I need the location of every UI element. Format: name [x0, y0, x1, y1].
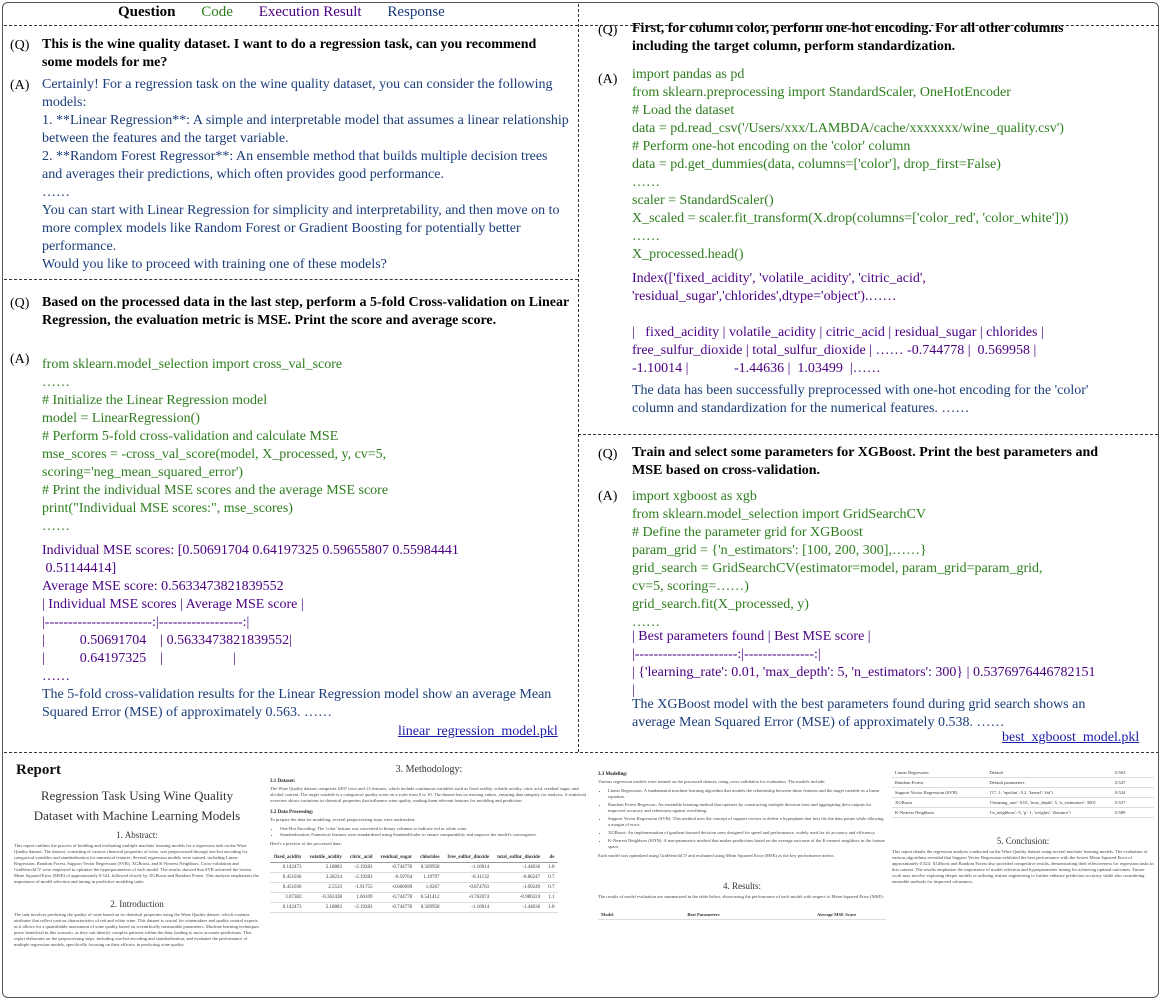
- panel2-question: First, for column color, perform one-hot encoding. For all other columns including the target column, perform standardization.: [632, 21, 1064, 54]
- panel1-question: This is the wine quality dataset. I want to do a regression task, can you recommend some models for me?: [42, 37, 537, 70]
- legend-question: Question: [118, 4, 176, 20]
- results-cell: 0.547: [1112, 778, 1154, 788]
- results-cell: Default parameters: [986, 778, 1112, 788]
- table-cell: -1.44636: [493, 903, 544, 913]
- model-item: • K-Nearest Neighbors (KNN): A non-parametric method that makes predictions based on the average outcome of the K-nearest neighbors in the feature space.: [608, 838, 886, 850]
- table-cell: 2.5533: [306, 883, 347, 893]
- methodology-heading: 3. Methodology:: [395, 764, 463, 775]
- answer-line: ……: [42, 185, 70, 200]
- report-page-3: [598, 760, 886, 998]
- legend-response: Response: [387, 4, 445, 20]
- panel3-exec: Individual MSE scores: [0.50691704 0.64197325 0.59655807 0.55984441 0.51144414] Average MSE score: 0.5633473821839552 | Individual MSE scores | Average MSE score | |-----------------------:|------------------:| | 0.50691704 | 0.5633473821839552| | 0.64197325 | | ……: [42, 543, 459, 684]
- answer-tag: (A): [598, 489, 618, 504]
- results-intro: The results of model evaluation are summarized in the table below, showcasing the performance of each model with respect to Mean Squared Error (MSE):: [598, 894, 884, 899]
- table-cell: 2.18883: [306, 903, 347, 913]
- question-tag: (Q): [10, 38, 30, 53]
- dataset-text: The Wine Quality dataset comprises 6497 rows and 13 features, which include continuous variables such as fixed acidity, volatile acidity, citric acid, residual sugar, and alcohol content. The target variable is a categorical quality score on a scale from 0 to 10. The dataset has no missing values, ensuring data integrity for analysis. A statistical overview shows variations in chemical properties that influence wine quality, making them relevant features for modeling and prediction.: [270, 786, 586, 803]
- table-cell: 3.28224: [306, 873, 347, 883]
- table-header-cell: free_sulfur_dioxide: [444, 853, 494, 863]
- panel3-question: Based on the processed data in the last step, perform a 5-fold Cross-validation on Linear Regression, the evaluation metric is MSE. Print the score and average score.: [42, 295, 569, 328]
- report-page-1: [14, 784, 260, 998]
- abstract-heading: 1. Abstract:: [116, 830, 158, 840]
- table-cell: 0.142473: [270, 903, 306, 913]
- processing-item: • One-Hot Encoding: The 'color' feature was converted to binary columns to indicate red or white wine.: [280, 826, 588, 832]
- table-row: [270, 863, 558, 873]
- table-cell: -0.874763: [444, 883, 494, 893]
- divider-vertical: [578, 4, 579, 752]
- results-cell: Linear Regression: [892, 768, 986, 778]
- results-table: [892, 768, 1154, 818]
- table-cell: 1.19797: [416, 873, 443, 883]
- table-cell: 0.142473: [270, 863, 306, 873]
- panel3-code: from sklearn.model_selection import cross_val_score …… # Initialize the Linear Regression model model = LinearRegression() # Perform 5-fold cross-validation and calculate MSE mse_scores = -cross_val_score(model, X_processed, y, cv=5, scoring='neg_mean_squared_error') # Print the individual MSE scores and the average MSE score print("Individual MSE scores:", mse_scores) ……: [42, 357, 389, 534]
- panel2-response: The data has been successfully preprocessed with one-hot encoding for the 'color' column and standardization for the numerical features. ……: [632, 383, 1089, 416]
- model-item: • XGBoost: An implementation of gradient boosted decision trees designed for speed and performance, widely used for its accuracy and efficiency.: [608, 830, 886, 836]
- table-row: [270, 893, 558, 903]
- results-col-mse: Average MSE Score: [814, 910, 886, 920]
- panel4-code: import xgboost as xgb from sklearn.model_selection import GridSearchCV # Define the parameter grid for XGBoost param_grid = {'n_estimators': [100, 200, 300],……} grid_search = GridSearchCV(estimator=model, param_grid=param_grid, cv=5, scoring=……) grid_search.fit(X_processed, y) ……: [632, 489, 1043, 630]
- table-cell: 0.7: [544, 873, 558, 883]
- results-cell: 0.537: [1112, 798, 1154, 808]
- table-header-cell: residual_sugar: [377, 853, 417, 863]
- answer-line: 2. **Random Forest Regressor**: An ensemble method that builds multiple decision trees and averages their predictions, which often provides good performance.: [42, 149, 548, 182]
- answer-line: Would you like to proceed with training one of these models?: [42, 257, 387, 272]
- report-title: Regression Task Using Wine Quality Dataset with Machine Learning Models: [33, 788, 241, 823]
- introduction-heading: 2. Introduction: [110, 899, 164, 909]
- conclusion-heading: 5. Conclusion:: [996, 836, 1050, 846]
- legend-code: Code: [201, 4, 233, 20]
- table-cell: -0.762074: [444, 893, 494, 903]
- table-cell: 1.66109: [346, 893, 377, 903]
- divider-right-mid: [578, 434, 1158, 435]
- table-cell: 0.451036: [270, 873, 306, 883]
- table-cell: -1.09249: [493, 883, 544, 893]
- table-cell: -0.660699: [377, 883, 417, 893]
- table-cell: -0.59764: [377, 873, 417, 883]
- modeling-outro: Each model was optimized using GridSearchCV and evaluated using Mean Squared Error (MSE) as the key performance metric.: [598, 853, 835, 858]
- linear-regression-model-link[interactable]: linear_regression_model.pkl: [398, 724, 558, 739]
- processing-list: [270, 826, 588, 838]
- table-cell: -2.19283: [346, 903, 377, 913]
- results-row: [892, 768, 1154, 778]
- table-row: [270, 883, 558, 893]
- report-page-4: [892, 760, 1154, 998]
- table-header-cell: volatile_acidity: [306, 853, 347, 863]
- panel2-exec: Index(['fixed_acidity', 'volatile_acidity', 'citric_acid', 'residual_sugar','chlorides',dtype='object').…… | fixed_acidity | volatile_acidity | citric_acid | residual_sugar | chlorides | free_sulfur_dioxide | total_sulfur_dioxide | …… -0.744778 | 0.569958 | -1.10014 | -1.44636 | 1.03499 |……: [632, 271, 1044, 376]
- model-item: • Support Vector Regression (SVR): This method uses the concept of support vectors to define a hyperplane that best fits the data points while allowing a margin of error.: [608, 816, 886, 828]
- table-cell: -0.986324: [493, 893, 544, 903]
- results-cell: Support Vector Regression (SVR): [892, 788, 986, 798]
- results-row: [892, 798, 1154, 808]
- panel1-answer: [42, 76, 570, 274]
- table-cell: -0.744778: [377, 893, 417, 903]
- table-cell: 1.0267: [416, 883, 443, 893]
- processing-intro: To prepare the data for modeling, several preprocessing steps were undertaken:: [270, 817, 416, 822]
- table-cell: -2.19283: [346, 863, 377, 873]
- results-cell: K-Nearest Neighbors: [892, 808, 986, 818]
- table-cell: -0.744778: [377, 863, 417, 873]
- answer-tag: (A): [598, 72, 618, 87]
- table-header-cell: citric_acid: [346, 853, 377, 863]
- results-row: [892, 808, 1154, 818]
- legend: [118, 4, 467, 21]
- results-cell: XGBoost: [892, 798, 986, 808]
- preview-text: Here's a preview of the processed data:: [270, 841, 342, 846]
- question-tag: (Q): [598, 447, 618, 462]
- model-item: • Linear Regression: A fundamental machine learning algorithm that models the relationship between those features and the target variable as a linear equation.: [608, 788, 886, 800]
- table-cell: -1.44636: [493, 863, 544, 873]
- results-cell: Default: [986, 768, 1112, 778]
- processed-data-table: [270, 853, 558, 913]
- table-cell: -1.10014: [444, 863, 494, 873]
- table-cell: -1.91755: [346, 883, 377, 893]
- dataset-heading: 3.1 Dataset:: [270, 779, 296, 784]
- table-cell: -0.744778: [377, 903, 417, 913]
- modeling-heading: 3.3 Modeling:: [598, 772, 628, 777]
- results-cell: 0.589: [1112, 808, 1154, 818]
- results-row: [892, 788, 1154, 798]
- results-cell: {'C': 1, 'epsilon': 0.2, 'kernel': 'rbf'}: [986, 788, 1112, 798]
- results-cell: {'n_neighbors': 9, 'p': 1, 'weights': 'distance'}: [986, 808, 1112, 818]
- results-header-table: [598, 910, 886, 920]
- question-tag: (Q): [10, 296, 30, 311]
- report-label: Report: [16, 762, 61, 778]
- table-cell: 0.569958: [416, 903, 443, 913]
- table-row: [270, 873, 558, 883]
- panel3-response: The 5-fold cross-validation results for the Linear Regression model show an average Mean Squared Error (MSE) of approximately 0.563. ……: [42, 687, 552, 720]
- introduction-text: The task involves predicting the quality of wine based on its chemical properties using the Wine Quality dataset, which contains attributes that reflect various characteristics of red and white wine. This dataset is crucial for winemakers and quality control experts as it allows for a quantifiable assessment of wine quality based on scientifically measurable parameters. Machine learning techniques prove beneficial in this scenario, as they can identify complex patterns within the data, leading to more accurate predictions. This report elaborates on the preprocessing steps, including one-hot encoding and standardization, and evaluates the performance of multiple regression models, specifically focusing on their efficacy in predicting wine quality.: [14, 912, 259, 947]
- results-col-model: Model: [598, 910, 684, 920]
- answer-line: You can start with Linear Regression for simplicity and interpretability, and then move on to more complex models like Random Forest or Gradient Boosting for potentially better performance.: [42, 203, 560, 254]
- table-cell: -0.31132: [444, 873, 494, 883]
- processing-item: • Standardization: Numerical features were standardized using StandardScaler to ensure comparability and improve the model's convergence.: [280, 832, 588, 838]
- panel4-exec: | Best parameters found | Best MSE score | |----------------------:|---------------:| | {'learning_rate': 0.01, 'max_depth': 5, 'n_estimators': 300} | 0.5376976446782151 |: [632, 629, 1096, 698]
- table-cell: 0.541412: [416, 893, 443, 903]
- divider-left-mid: [4, 279, 578, 280]
- abstract-text: This report outlines the process of building and evaluating multiple machine learning models for a regression task on the Wine Quality dataset. The dataset, consisting of various chemical properties of wine, was preprocessed through one-hot encoding for categorical variables and standardization for numerical features. Several regression models were trained, including Linear Regression, Random Forest, Support Vector Regression (SVR), XGBoost, and K-Nearest Neighbors. Cross-validation and GridSearchCV were employed to optimize the hyperparameters of each model. The results showed that SVR achieved the lowest Mean Squared Error (MSE) of approximately 0.524, followed closely by XGBoost and Random Forest. This analysis emphasizes the importance of model selection and tuning in predictive modeling tasks.: [14, 843, 259, 884]
- best-xgboost-model-link[interactable]: best_xgboost_model.pkl: [1002, 730, 1140, 745]
- table-cell: 3.07382: [270, 893, 306, 903]
- conclusion-text: This report details the regression analysis conducted on the Wine Quality dataset using several machine learning models. The evaluation of various algorithms revealed that Support Vector Regression exhibited the best performance with the lowest Mean Squared Error of approximately 0.524. XGBoost and Random Forest also provided competitive results, demonstrating their effectiveness for regression tasks in this context. The results emphasize the importance of model selection and hyperparameter tuning for achieving optimal outcomes. Future work may involve exploring deeper models or utilizing feature engineering to further enhance prediction accuracy while also considering ensemble methods for improved robustness.: [892, 849, 1154, 884]
- models-list: [598, 788, 886, 850]
- results-heading: 4. Results:: [722, 881, 761, 891]
- answer-tag: (A): [10, 352, 30, 367]
- results-cell: {'learning_rate': 0.01, 'max_depth': 5, 'n_estimators': 300}: [986, 798, 1112, 808]
- panel4-response: The XGBoost model with the best parameters found during grid search shows an average Mean Squared Error (MSE) of approximately 0.538. ……: [632, 697, 1086, 730]
- results-cell: 0.563: [1112, 768, 1154, 778]
- table-header-cell: fixed_acidity: [270, 853, 306, 863]
- table-cell: 1.1: [544, 893, 558, 903]
- processing-heading: 3.2 Data Processing:: [270, 810, 314, 815]
- table-header-cell: total_sulfur_dioxide: [493, 853, 544, 863]
- modeling-intro: Various regression models were trained on the processed dataset, using cross-validation for evaluation. The models include:: [598, 779, 826, 784]
- table-cell: 0.569958: [416, 863, 443, 873]
- model-item: • Random Forest Regressor: An ensemble learning method that operates by constructing multiple decision trees and aggregating their outputs for improved accuracy and robustness against overfitting.: [608, 802, 886, 814]
- table-cell: 1.0: [544, 863, 558, 873]
- answer-line: 1. **Linear Regression**: A simple and interpretable model that assumes a linear relationship between the features and the target variable.: [42, 113, 569, 146]
- table-header-cell: de: [544, 853, 558, 863]
- panel4-question: Train and select some parameters for XGBoost. Print the best parameters and MSE based on cross-validation.: [632, 445, 1099, 478]
- question-tag: (Q): [598, 23, 618, 38]
- results-cell: 0.524: [1112, 788, 1154, 798]
- table-cell: -0.362438: [306, 893, 347, 903]
- legend-execution: Execution Result: [258, 4, 362, 20]
- results-row: [892, 778, 1154, 788]
- table-cell: 0.451036: [270, 883, 306, 893]
- table-cell: -1.10014: [444, 903, 494, 913]
- results-col-params: Best Parameters: [684, 910, 814, 920]
- answer-line: Certainly! For a regression task on the wine quality dataset, you can consider the following models:: [42, 77, 553, 110]
- table-row: [270, 903, 558, 913]
- panel2-code: import pandas as pd from sklearn.preprocessing import StandardScaler, OneHotEncoder # Load the dataset data = pd.read_csv('/Users/xxx/LAMBDA/cache/xxxxxxx/wine_quality.csv') # Perform one-hot encoding on the 'color' column data = pd.get_dummies(data, columns=['color'], drop_first=False) …… scaler = StandardScaler() X_scaled = scaler.fit_transform(X.drop(columns=['color_red', 'color_white'])) …… X_processed.head(): [632, 67, 1069, 262]
- table-cell: 0.7: [544, 883, 558, 893]
- table-header-cell: chlorides: [416, 853, 443, 863]
- table-cell: -0.86247: [493, 873, 544, 883]
- table-cell: 2.18883: [306, 863, 347, 873]
- divider-report: [4, 752, 1159, 753]
- answer-tag: (A): [10, 78, 30, 93]
- table-cell: -2.19283: [346, 873, 377, 883]
- table-cell: 1.0: [544, 903, 558, 913]
- report-page-2: [270, 760, 588, 998]
- results-cell: Random Forest: [892, 778, 986, 788]
